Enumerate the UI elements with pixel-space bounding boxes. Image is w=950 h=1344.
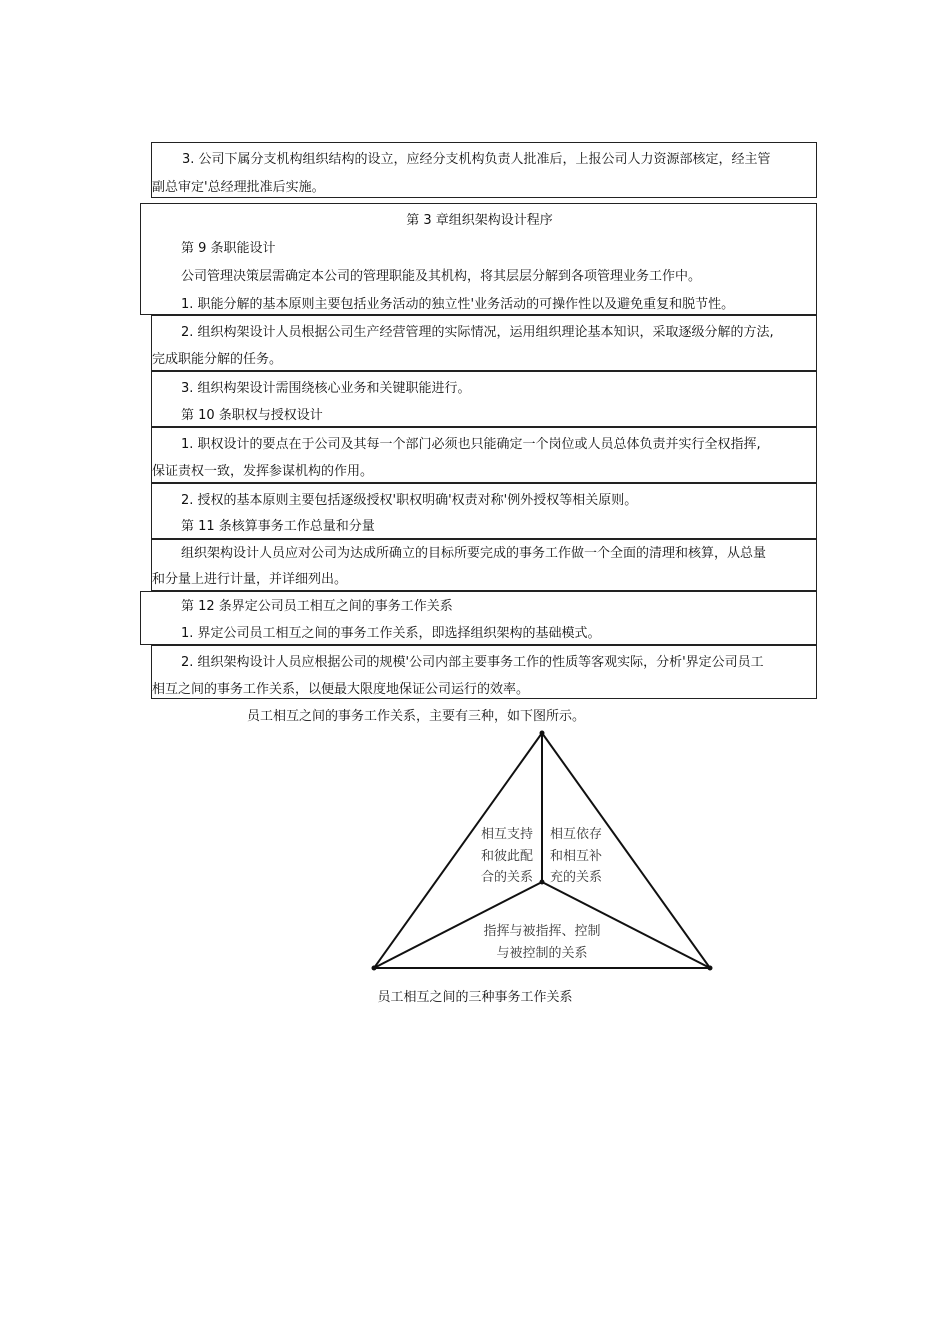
text-line: 1. 职能分解的基本原则主要包括业务活动的独立性'业务活动的可操作性以及避免重复和脱节性。 <box>181 297 735 312</box>
text-line: 1. 职权设计的要点在于公司及其每一个部门必须也只能确定一个岗位或人员总体负责并实行全权指挥, <box>181 437 761 452</box>
article-heading: 第 12 条界定公司员工相互之间的事务工作关系 <box>181 599 453 614</box>
left-region-line-1: 相互支持 <box>480 827 534 842</box>
article-block-6 <box>151 539 817 591</box>
diagram-caption: 员工相互之间的三种事务工作关系 <box>377 990 573 1005</box>
text-line: 相互之间的事务工作关系，以便最大限度地保证公司运行的效率。 <box>152 682 530 697</box>
left-region-line-3: 合的关系 <box>480 870 534 885</box>
text-line: 3. 组织构架设计需围绕核心业务和关键职能进行。 <box>181 381 471 396</box>
text-line: 组织架构设计人员应对公司为达成所确立的目标所要完成的事务工作做一个全面的清理和核算，从总量 <box>181 546 767 561</box>
relationship-triangle-diagram <box>370 730 715 975</box>
text-line: 保证责权一致，发挥参谋机构的作用。 <box>152 464 374 479</box>
text-line: 2. 组织架构设计人员应根据公司的规模'公司内部主要事务工作的性质等客观实际，分析'界定公司员工 <box>181 655 764 670</box>
article-heading: 第 9 条职能设计 <box>181 241 276 256</box>
text-line: 3. 公司下属分支机构组织结构的设立，应经分支机构负责人批准后，上报公司人力资源部核定，经主管 <box>182 152 771 167</box>
article-block-2 <box>151 315 817 371</box>
article-heading: 第 11 条核算事务工作总量和分量 <box>181 519 375 534</box>
article-heading: 第 10 条职权与授权设计 <box>181 408 323 423</box>
bottom-region-line-2: 与被控制的关系 <box>496 946 588 961</box>
text-line: 和分量上进行计量，并详细列出。 <box>152 572 348 587</box>
article-block-1 <box>151 142 817 198</box>
text-line: 公司管理决策层需确定本公司的管理职能及其机构，将其层层分解到各项管理业务工作中。 <box>181 269 702 284</box>
text-line: 1. 界定公司员工相互之间的事务工作关系，即选择组织架构的基础模式。 <box>181 626 601 641</box>
right-region-line-2: 和相互补 <box>549 849 603 864</box>
diagram-intro: 员工相互之间的事务工作关系，主要有三种，如下图所示。 <box>247 709 586 724</box>
right-region-line-1: 相互依存 <box>549 827 603 842</box>
article-block-7 <box>140 591 817 645</box>
article-block-5 <box>151 483 817 539</box>
chapter-heading: 第 3 章组织架构设计程序 <box>406 213 553 228</box>
text-line: 2. 组织构架设计人员根据公司生产经营管理的实际情况，运用组织理论基本知识，采取逐级分解的方法, <box>181 325 774 340</box>
text-line: 2. 授权的基本原则主要包括逐级授权'职权明确'权责对称'例外授权等相关原则。 <box>181 493 638 508</box>
chapter-3-block <box>140 203 817 315</box>
bottom-region-line-1: 指挥与被指挥、控制 <box>483 924 601 939</box>
right-region-line-3: 充的关系 <box>549 870 603 885</box>
article-block-3 <box>151 371 817 427</box>
text-line: 副总审定'总经理批准后实施。 <box>152 180 325 195</box>
article-block-4 <box>151 427 817 483</box>
left-region-line-2: 和彼此配 <box>480 849 534 864</box>
text-line: 完成职能分解的任务。 <box>152 352 283 367</box>
article-block-8 <box>151 645 817 699</box>
